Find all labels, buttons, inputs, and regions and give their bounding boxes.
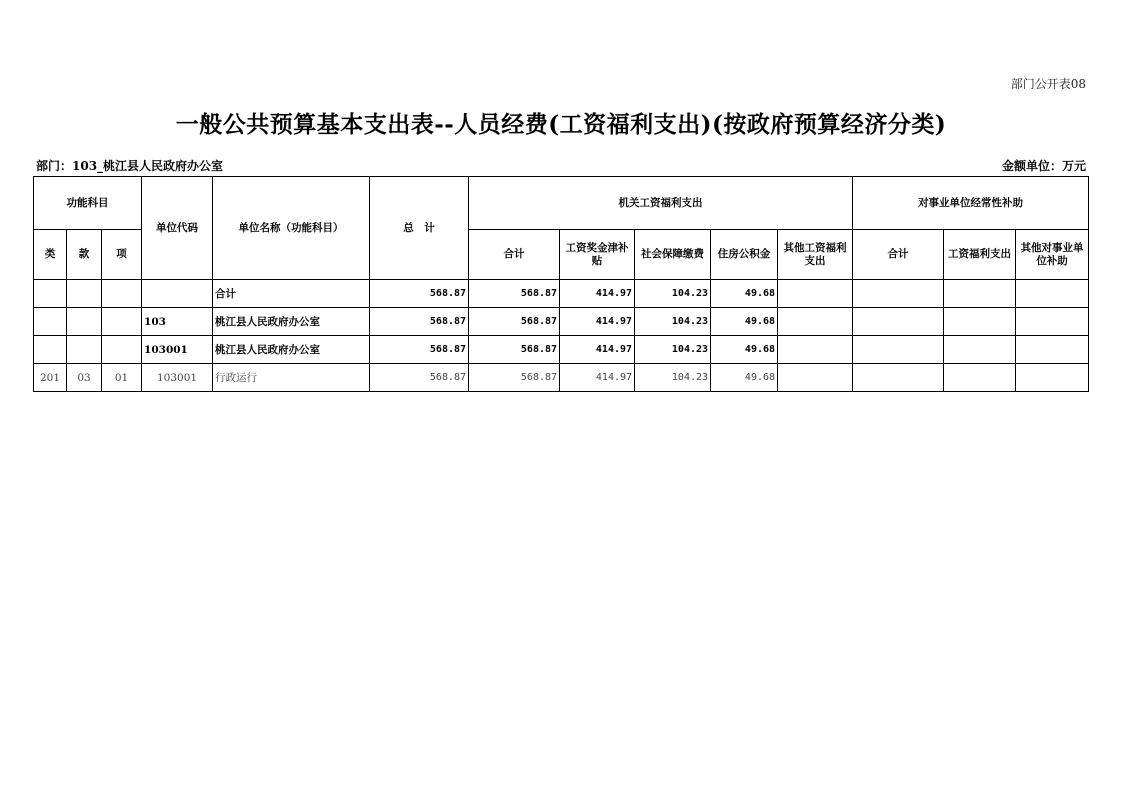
cell-salary-allowance: 414.97 bbox=[560, 280, 635, 308]
cell-inst-subtotal bbox=[853, 336, 944, 364]
cell-total: 568.87 bbox=[370, 308, 469, 336]
header-function-subject: 功能科目 bbox=[34, 177, 142, 230]
header-agency-salary-group: 机关工资福利支出 bbox=[469, 177, 853, 230]
cell-inst-other bbox=[1016, 364, 1089, 392]
cell-kuan bbox=[67, 308, 102, 336]
department-label: 部门：103_桃江县人民政府办公室 bbox=[36, 159, 224, 173]
header-other-salary: 其他工资福利支出 bbox=[778, 230, 853, 280]
cell-unit-name: 桃江县人民政府办公室 bbox=[213, 308, 370, 336]
header-xiang: 项 bbox=[102, 230, 142, 280]
cell-xiang: 01 bbox=[102, 364, 142, 392]
cell-housing-fund: 49.68 bbox=[711, 364, 778, 392]
cell-unit-name: 行政运行 bbox=[213, 364, 370, 392]
cell-other-salary bbox=[778, 364, 853, 392]
cell-unit-code: 103001 bbox=[142, 336, 213, 364]
table-row bbox=[34, 308, 1089, 336]
cell-social-security: 104.23 bbox=[635, 280, 711, 308]
page-title: 一般公共预算基本支出表--人员经费(工资福利支出)(按政府预算经济分类) bbox=[175, 111, 947, 138]
cell-total: 568.87 bbox=[370, 364, 469, 392]
cell-inst-other bbox=[1016, 308, 1089, 336]
cell-housing-fund: 49.68 bbox=[711, 280, 778, 308]
cell-other-salary bbox=[778, 280, 853, 308]
cell-lei bbox=[34, 308, 67, 336]
header-housing-fund: 住房公积金 bbox=[711, 230, 778, 280]
cell-unit-code: 103001 bbox=[142, 364, 213, 392]
cell-kuan bbox=[67, 280, 102, 308]
cell-other-salary bbox=[778, 308, 853, 336]
cell-social-security: 104.23 bbox=[635, 308, 711, 336]
header-institution-subsidy-group: 对事业单位经常性补助 bbox=[853, 177, 1089, 230]
cell-agency-subtotal: 568.87 bbox=[469, 308, 560, 336]
header-salary-allowance: 工资奖金津补贴 bbox=[560, 230, 635, 280]
cell-agency-subtotal: 568.87 bbox=[469, 364, 560, 392]
cell-inst-other bbox=[1016, 336, 1089, 364]
cell-salary-allowance: 414.97 bbox=[560, 336, 635, 364]
table-row bbox=[34, 280, 1089, 308]
cell-inst-salary bbox=[944, 308, 1016, 336]
cell-agency-subtotal: 568.87 bbox=[469, 280, 560, 308]
header-inst-salary: 工资福利支出 bbox=[944, 230, 1016, 280]
cell-housing-fund: 49.68 bbox=[711, 308, 778, 336]
header-agency-subtotal: 合计 bbox=[469, 230, 560, 280]
budget-table bbox=[33, 176, 1089, 392]
table-row bbox=[34, 336, 1089, 364]
cell-xiang bbox=[102, 336, 142, 364]
cell-unit-name: 合计 bbox=[213, 280, 370, 308]
header-unit-code: 单位代码 bbox=[142, 177, 213, 280]
cell-agency-subtotal: 568.87 bbox=[469, 336, 560, 364]
header-inst-subtotal: 合计 bbox=[853, 230, 944, 280]
cell-total: 568.87 bbox=[370, 336, 469, 364]
cell-xiang bbox=[102, 280, 142, 308]
header-kuan: 款 bbox=[67, 230, 102, 280]
cell-inst-subtotal bbox=[853, 280, 944, 308]
cell-unit-name: 桃江县人民政府办公室 bbox=[213, 336, 370, 364]
cell-salary-allowance: 414.97 bbox=[560, 364, 635, 392]
header-inst-other: 其他对事业单位补助 bbox=[1016, 230, 1089, 280]
cell-lei: 201 bbox=[34, 364, 67, 392]
cell-inst-salary bbox=[944, 364, 1016, 392]
cell-xiang bbox=[102, 308, 142, 336]
cell-social-security: 104.23 bbox=[635, 336, 711, 364]
cell-kuan bbox=[67, 336, 102, 364]
cell-inst-other bbox=[1016, 280, 1089, 308]
cell-lei bbox=[34, 280, 67, 308]
cell-inst-subtotal bbox=[853, 308, 944, 336]
amount-unit-label: 金额单位：万元 bbox=[1001, 159, 1086, 173]
cell-housing-fund: 49.68 bbox=[711, 336, 778, 364]
header-total: 总 计 bbox=[370, 177, 469, 280]
header-lei: 类 bbox=[34, 230, 67, 280]
cell-kuan: 03 bbox=[67, 364, 102, 392]
cell-lei bbox=[34, 336, 67, 364]
cell-inst-salary bbox=[944, 336, 1016, 364]
table-row bbox=[34, 364, 1089, 392]
header-social-security: 社会保障缴费 bbox=[635, 230, 711, 280]
cell-social-security: 104.23 bbox=[635, 364, 711, 392]
cell-total: 568.87 bbox=[370, 280, 469, 308]
cell-inst-salary bbox=[944, 280, 1016, 308]
cell-inst-subtotal bbox=[853, 364, 944, 392]
cell-salary-allowance: 414.97 bbox=[560, 308, 635, 336]
cell-unit-code: 103 bbox=[142, 308, 213, 336]
header-unit-name: 单位名称（功能科目） bbox=[213, 177, 370, 280]
cell-other-salary bbox=[778, 336, 853, 364]
cell-unit-code bbox=[142, 280, 213, 308]
form-number: 部门公开表08 bbox=[1010, 77, 1086, 91]
